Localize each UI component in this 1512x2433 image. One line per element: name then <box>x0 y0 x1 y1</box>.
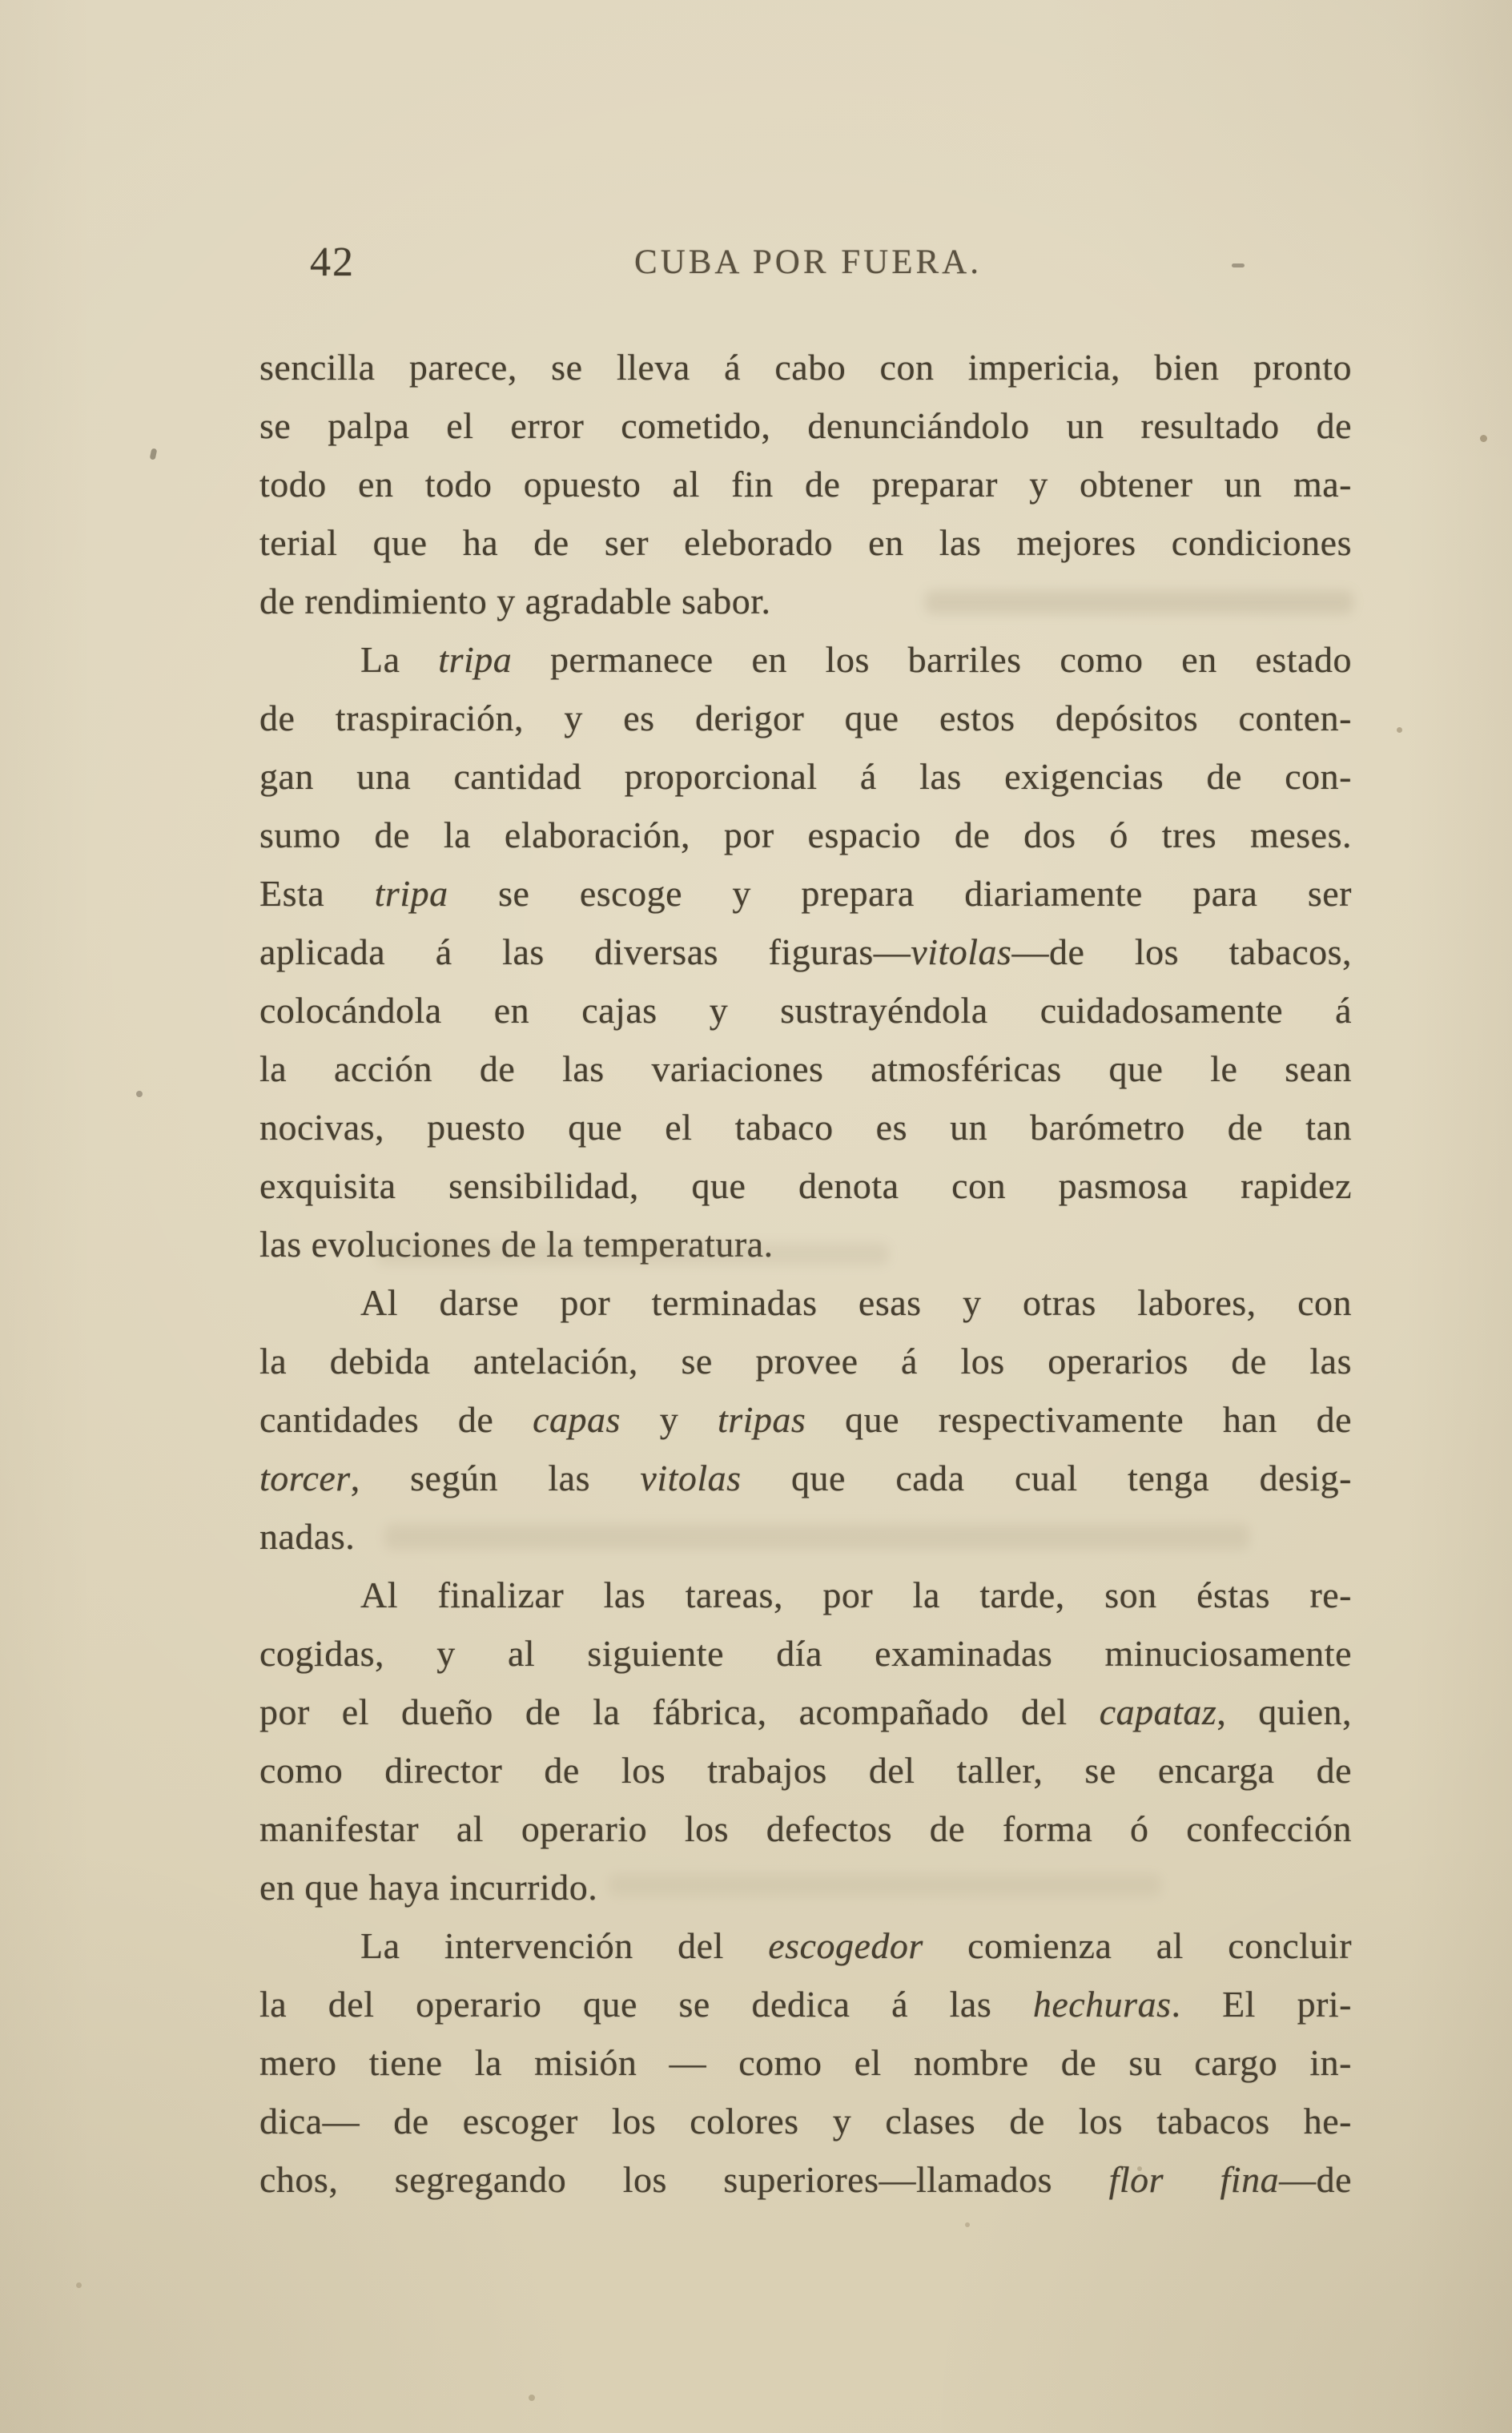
text-line <box>259 689 1352 747</box>
text-line <box>259 1566 1352 1624</box>
text-segment: aplicada á las diversas figuras— <box>259 931 911 972</box>
text-line <box>259 1332 1352 1390</box>
text-line <box>259 1975 1352 2033</box>
text-segment: —de los tabacos, <box>1011 931 1353 972</box>
text-segment: sumo de la elaboración, por espacio de dos ó tres meses. <box>259 814 1352 855</box>
text-line <box>259 455 1352 513</box>
text-line <box>259 1449 1352 1507</box>
italic-term: hechuras <box>1032 1984 1172 2025</box>
text-segment: . El pri- <box>1171 1984 1352 2025</box>
text-segment: las evoluciones de la temperatura. <box>259 1224 774 1265</box>
text-line <box>259 396 1352 455</box>
text-line <box>259 572 1352 630</box>
text-line <box>259 1390 1352 1449</box>
italic-term: tripa <box>374 873 448 914</box>
text-segment: como director de los trabajos del taller, se encarga de <box>259 1750 1352 1791</box>
text-line <box>259 338 1352 396</box>
text-segment: por el dueño de la fábrica, acompañado del <box>259 1691 1100 1732</box>
text-segment: , quien, <box>1216 1691 1352 1732</box>
text-line <box>259 1507 1352 1566</box>
text-segment: y <box>620 1399 718 1440</box>
text-segment: que respectivamente han de <box>806 1399 1353 1440</box>
text-segment: gan una cantidad proporcional á las exigencias de con- <box>259 756 1352 797</box>
text-line <box>259 923 1352 981</box>
italic-term: escogedor <box>768 1925 923 1966</box>
italic-term: tripa <box>438 639 513 680</box>
text-line <box>259 1741 1352 1800</box>
text-segment: la debida antelación, se provee á los operarios de las <box>259 1341 1352 1381</box>
text-segment: nadas. <box>259 1516 356 1557</box>
text-line <box>259 513 1352 572</box>
text-segment: Al finalizar las tareas, por la tarde, son éstas re- <box>360 1574 1352 1615</box>
text-segment: comienza al concluir <box>923 1925 1353 1966</box>
ink-speck <box>136 1091 143 1097</box>
text-segment: de traspiración, y es derigor que estos depósitos conten- <box>259 698 1352 738</box>
foxing-spot <box>965 2222 970 2227</box>
page-number: 42 <box>310 239 355 285</box>
ink-speck <box>150 448 158 460</box>
text-line <box>259 1040 1352 1098</box>
text-segment: nocivas, puesto que el tabaco es un barómetro de tan <box>259 1107 1352 1148</box>
text-segment: Esta <box>259 873 375 914</box>
text-line <box>259 2092 1352 2150</box>
text-segment: cantidades de <box>259 1399 533 1440</box>
text-line <box>259 1098 1352 1156</box>
italic-term: capataz <box>1099 1691 1217 1732</box>
text-segment: que cada cual tenga desig- <box>741 1458 1352 1498</box>
text-line <box>259 1683 1352 1741</box>
text-line <box>259 1800 1352 1858</box>
text-line <box>259 864 1352 923</box>
italic-term: tripas <box>717 1399 806 1440</box>
text-segment: —de <box>1279 2159 1352 2200</box>
text-line <box>259 2033 1352 2092</box>
text-segment: chos, segregando los superiores—llamados <box>259 2159 1109 2200</box>
italic-term: flor fina <box>1108 2159 1280 2200</box>
italic-term: capas <box>533 1399 621 1440</box>
text-segment: La <box>360 639 439 680</box>
text-line <box>259 747 1352 806</box>
italic-term: vitolas <box>911 931 1012 972</box>
foxing-spot <box>76 2282 82 2288</box>
text-line <box>259 1273 1352 1332</box>
text-segment: Al darse por terminadas esas y otras labores, con <box>360 1282 1352 1323</box>
text-segment: se palpa el error cometido, denunciándolo un resultado de <box>259 405 1352 446</box>
text-segment: La intervención del <box>360 1925 769 1966</box>
text-block <box>259 338 1352 2209</box>
foxing-spot <box>1480 435 1487 442</box>
text-segment: sencilla parece, se lleva á cabo con impericia, bien pronto <box>259 347 1352 388</box>
text-line <box>259 2150 1352 2209</box>
text-segment: dica— de escoger los colores y clases de los tabacos he- <box>259 2101 1352 2141</box>
text-segment: mero tiene la misión — como el nombre de su cargo in- <box>259 2042 1352 2083</box>
foxing-spot <box>1397 727 1402 733</box>
text-line <box>259 1858 1352 1916</box>
text-line <box>259 630 1352 689</box>
text-segment: manifestar al operario los defectos de forma ó confección <box>259 1808 1352 1849</box>
text-segment: , según las <box>350 1458 641 1498</box>
text-segment: la del operario que se dedica á las <box>259 1984 1033 2025</box>
text-segment: permanece en los barriles como en estado <box>512 639 1352 680</box>
text-line <box>259 1916 1352 1975</box>
text-segment: en que haya incurrido. <box>259 1867 598 1908</box>
text-segment: de rendimiento y agradable sabor. <box>259 581 771 621</box>
text-line <box>259 1624 1352 1683</box>
text-line <box>259 1215 1352 1273</box>
text-segment: terial que ha de ser eleborado en las mejores condiciones <box>259 522 1352 563</box>
text-segment: se escoge y prepara diariamente para ser <box>448 873 1352 914</box>
text-line <box>259 1156 1352 1215</box>
text-segment: colocándola en cajas y sustrayéndola cuidadosamente á <box>259 990 1352 1031</box>
running-title: CUBA POR FUERA. <box>634 243 982 281</box>
text-line <box>259 806 1352 864</box>
text-segment: cogidas, y al siguiente día examinadas minuciosamente <box>259 1633 1352 1674</box>
text-segment: la acción de las variaciones atmosféricas que le sean <box>259 1048 1352 1089</box>
text-segment: exquisita sensibilidad, que denota con pasmosa rapidez <box>259 1165 1352 1206</box>
italic-term: torcer <box>259 1458 351 1498</box>
foxing-spot <box>529 2395 535 2401</box>
text-line <box>259 981 1352 1040</box>
italic-term: vitolas <box>640 1458 742 1498</box>
text-segment: todo en todo opuesto al fin de preparar y obtener un ma- <box>259 464 1352 505</box>
